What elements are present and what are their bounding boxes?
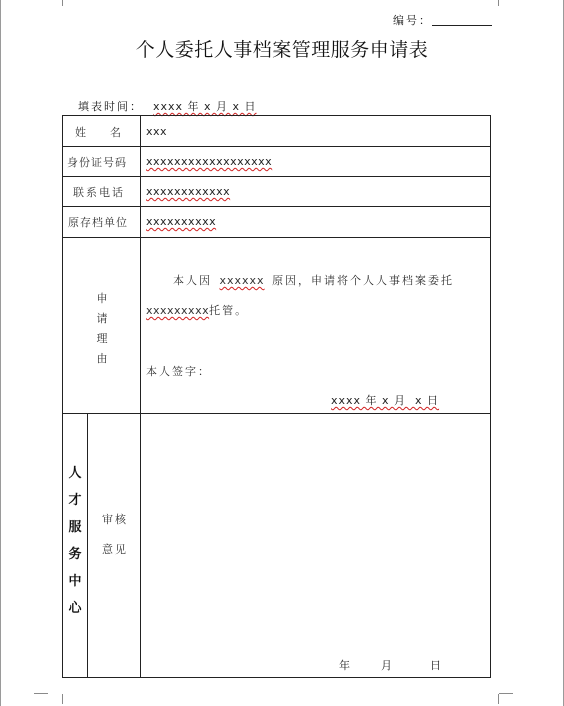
crop-mark: [48, 694, 63, 704]
row-divider: [63, 206, 490, 207]
crop-mark: [48, 0, 63, 6]
label-char: 请: [96, 312, 108, 325]
fill-date-value[interactable]: xxxx 年 x 月 x 日: [153, 100, 257, 113]
row-divider: [63, 146, 490, 147]
label-char: 由: [96, 352, 108, 365]
agency-value[interactable]: xxxxxxxxx: [146, 304, 210, 317]
column-divider: [87, 413, 88, 677]
application-reason-label: [95, 289, 109, 369]
application-form-table: [62, 115, 491, 678]
phone-label: 联系电话: [73, 186, 125, 199]
phone-value[interactable]: xxxxxxxxxxxx: [146, 185, 231, 198]
statement-prefix: 本人因: [173, 274, 212, 287]
label-char: 才: [68, 493, 82, 508]
statement-end: 托管。: [209, 304, 249, 317]
column-divider: [140, 413, 141, 677]
name-value[interactable]: xxx: [146, 125, 168, 138]
fill-date: [78, 98, 257, 114]
serial-number-field[interactable]: [432, 25, 492, 26]
talent-service-center-label: [67, 460, 83, 622]
application-statement-line-2: [146, 296, 248, 326]
origin-unit-value[interactable]: xxxxxxxxxx: [146, 215, 217, 228]
row-divider: [63, 176, 490, 177]
label-char: 中: [68, 574, 82, 589]
crop-mark: [499, 693, 513, 694]
id-number-value[interactable]: xxxxxxxxxxxxxxxxxx: [146, 155, 273, 168]
label-char: 务: [68, 547, 82, 562]
row-divider: [63, 237, 490, 238]
signature-label: 本人签字：: [146, 365, 211, 378]
origin-unit-label: 原存档单位: [68, 216, 128, 229]
label-char: 申: [96, 292, 108, 305]
review-date-month: 月: [381, 659, 393, 672]
label-char: 心: [68, 601, 82, 616]
crop-mark: [498, 0, 513, 6]
signature-date[interactable]: xxxx 年 x 月 x 日: [331, 394, 440, 407]
label-char: 理: [96, 332, 108, 345]
id-number-label: 身份证号码: [67, 156, 127, 169]
label-char: 服: [68, 520, 82, 535]
reason-value[interactable]: xxxxxx: [219, 274, 265, 287]
crop-mark: [498, 694, 513, 704]
document-title: 个人委托人事档案管理服务申请表: [135, 39, 429, 61]
name-label: 姓 名: [75, 126, 123, 139]
column-divider: [140, 116, 141, 413]
serial-number-label: 编号：: [393, 14, 432, 27]
row-divider: [63, 413, 490, 414]
application-statement-line-1: [173, 266, 454, 296]
review-opinion-label-line-1: 审核: [102, 513, 128, 526]
fill-date-label: 填表时间：: [78, 100, 143, 113]
crop-mark: [34, 693, 48, 694]
review-date-day: 日: [430, 659, 442, 672]
review-date-year: 年: [339, 659, 351, 672]
label-char: 人: [68, 466, 82, 481]
review-opinion-label-line-2: 意见: [102, 543, 128, 556]
statement-suffix: 原因，申请将个人人事档案委托: [272, 274, 455, 287]
